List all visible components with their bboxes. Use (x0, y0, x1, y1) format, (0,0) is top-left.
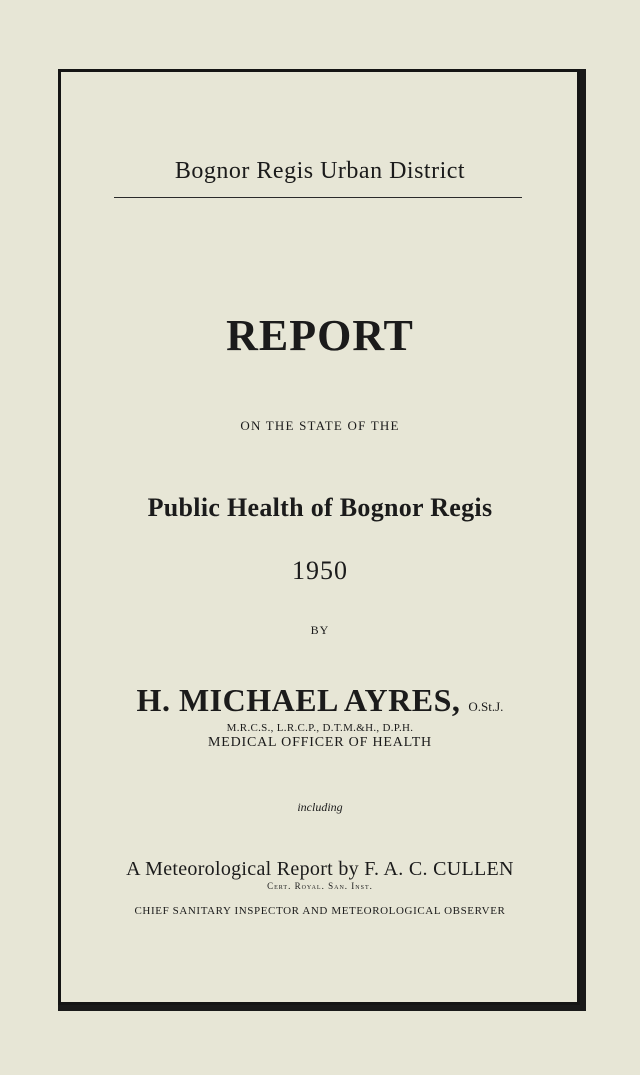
district-heading: Bognor Regis Urban District (174, 158, 466, 184)
heading-rule (114, 197, 522, 198)
main-title: Public Health of Bognor Regis (147, 493, 493, 522)
author-honour: O.St.J. (468, 699, 504, 714)
report-subtitle: ON THE STATE OF THE (240, 418, 400, 433)
author-position: MEDICAL OFFICER OF HEALTH (208, 735, 432, 750)
report-year: 1950 (292, 556, 348, 585)
author-line (0, 682, 640, 719)
including-label: including (297, 800, 343, 814)
meteorological-role: CHIEF SANITARY INSPECTOR AND METEOROLOGICAL OBSERVER (134, 905, 506, 917)
meteorological-report-line: A Meteorological Report by F. A. C. CULLEN (126, 858, 514, 880)
author-name: H. MICHAEL AYRES, (136, 682, 461, 718)
frame-shadow-bottom (58, 1005, 586, 1011)
meteorological-cert: Cert. Royal. San. Inst. (267, 881, 373, 891)
by-label: BY (310, 623, 330, 637)
author-qualifications: M.R.C.S., L.R.C.P., D.T.M.&H., D.P.H. (226, 722, 414, 734)
report-title: REPORT (226, 311, 414, 360)
